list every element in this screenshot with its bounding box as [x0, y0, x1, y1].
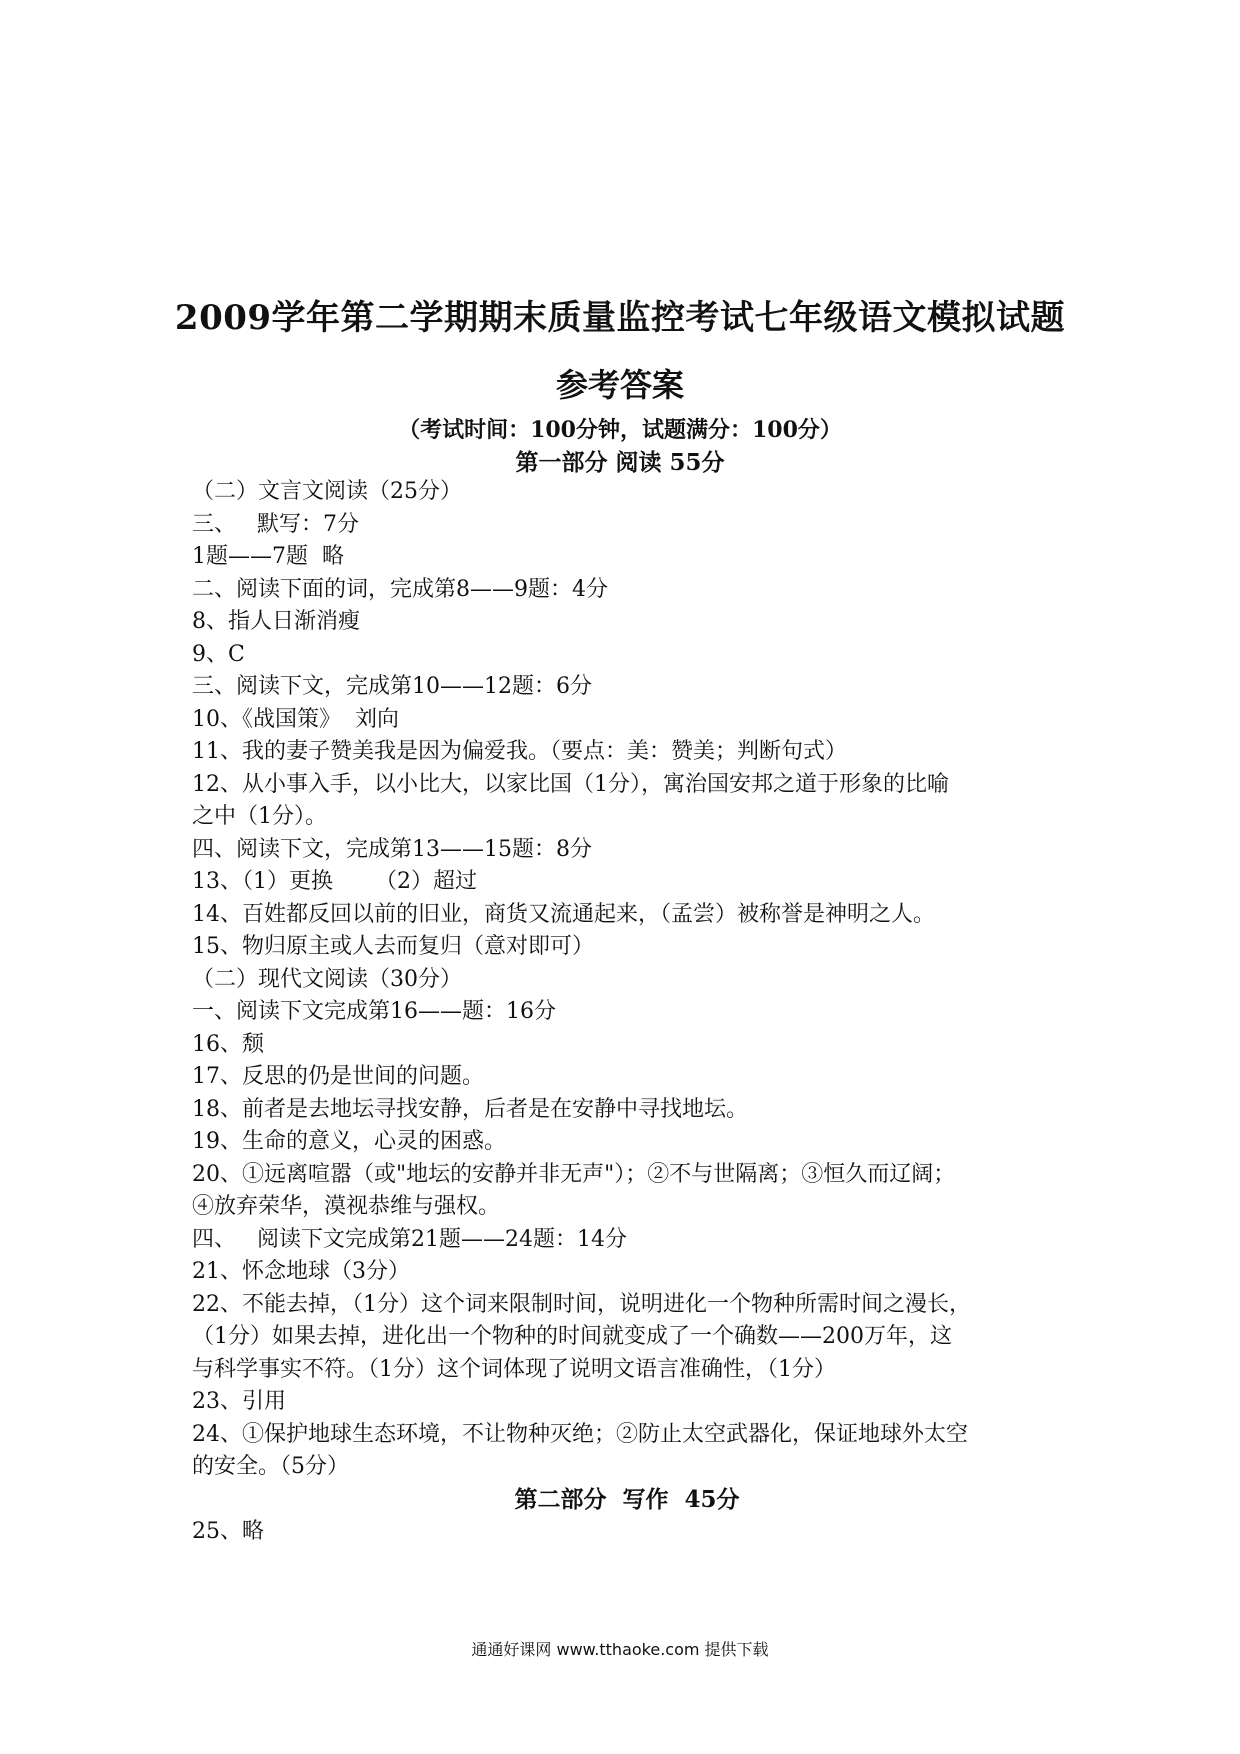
answer-line: 22、不能去掉，（1分）这个词来限制时间，说明进化一个物种所需时间之漫长，	[192, 1291, 971, 1317]
answer-line: 三、阅读下文，完成第10——12题：6分	[192, 674, 592, 699]
answer-line: 18、前者是去地坛寻找安静，后者是在安静中寻找地坛。	[192, 1096, 748, 1122]
answer-line: 与科学事实不符。（1分）这个词体现了说明文语言准确性，（1分）	[192, 1356, 836, 1382]
answer-line: 四、阅读下文，完成第13——15题：8分	[192, 836, 592, 862]
answer-line: 15、物归原主或人去而复归（意对即可）	[192, 934, 594, 959]
answer-line: 19、生命的意义，心灵的困惑。	[192, 1129, 506, 1154]
answer-line: 9、C	[192, 641, 245, 667]
answer-line: 11、我的妻子赞美我是因为偏爱我。（要点：美：赞美；判断句式）	[192, 739, 847, 764]
answer-line: （二）现代文阅读（30分）	[192, 966, 462, 992]
exam-info: （考试时间：100分钟，试题满分：100分）	[398, 417, 842, 443]
answer-line: （二）文言文阅读（25分）	[192, 479, 462, 504]
answer-body	[192, 476, 1062, 1549]
part-one-heading: 第一部分 阅读 55分	[515, 449, 725, 476]
answer-line: 12、从小事入手，以小比大，以家比国（1分），寓治国安邦之道于形象的比喻	[192, 771, 949, 797]
footer-watermark: 通通好课网 www.tthaoke.com 提供下载	[471, 1640, 769, 1659]
answer-line: 8、指人日渐消瘦	[192, 609, 360, 634]
answer-line: 三、 默写：7分	[192, 511, 359, 537]
answer-line: （1分）如果去掉，进化出一个物种的时间就变成了一个确数——200万年，这	[192, 1324, 952, 1349]
answer-line: 20、①远离喧嚣（或"地坛的安静并非无声"）；②不与世隔离；③恒久而辽阔；	[192, 1161, 956, 1187]
answer-line: 25、略	[192, 1519, 264, 1544]
answer-line: 四、 阅读下文完成第21题——24题：14分	[192, 1226, 627, 1252]
answer-line: 13、（1）更换 （2）超过	[192, 869, 477, 894]
answer-line: 之中（1分）。	[192, 804, 327, 829]
answer-line: 17、反思的仍是世间的问题。	[192, 1064, 484, 1089]
answer-line: 一、阅读下文完成第16——题：16分	[192, 999, 556, 1024]
answer-line: 的安全。（5分）	[192, 1454, 349, 1479]
document-subtitle: 参考答案	[555, 366, 684, 404]
answer-line: 16、颓	[192, 1031, 264, 1057]
answer-line: 21、怀念地球（3分）	[192, 1259, 410, 1284]
answer-line: ④放弃荣华，漠视恭维与强权。	[192, 1194, 501, 1219]
document-title: 2009学年第二学期期末质量监控考试七年级语文模拟试题	[174, 298, 1066, 338]
answer-line: 二、阅读下面的词，完成第8——9题：4分	[192, 576, 608, 602]
answer-line: 1题——7题 略	[192, 544, 344, 569]
answer-line: 23、引用	[192, 1389, 286, 1414]
answer-line: 14、百姓都反回以前的旧业，商货又流通起来，（孟尝）被称誉是神明之人。	[192, 901, 935, 927]
answer-line: 10、《战国策》 刘向	[192, 706, 399, 732]
part-two-heading: 第二部分 写作 45分	[514, 1485, 740, 1513]
answer-line: 24、①保护地球生态环境，不让物种灭绝；②防止太空武器化，保证地球外太空	[192, 1421, 968, 1447]
